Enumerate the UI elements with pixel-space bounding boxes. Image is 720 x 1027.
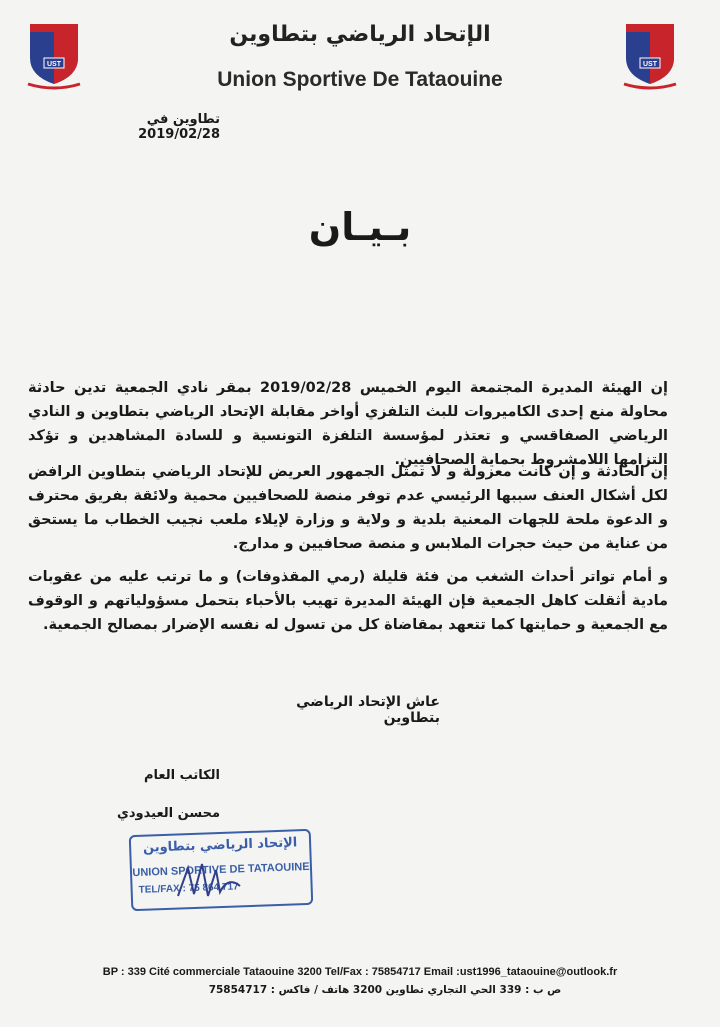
stamp-tel-text: TEL/FAX : 75 864 717: [138, 881, 239, 896]
badge-text: UST: [47, 61, 61, 68]
stamp-latin-text: UNION SPORTIVE DE TATAOUINE: [132, 860, 310, 880]
paragraph: و أمام تواتر أحداث الشغب من فئة قليلة (رمي المقذوفات) و ما ترتب عليه من عقوبات مادية أثقلت كاهل الجمعية فإن الهيئة المديرة تهيب بالأحباء بتحمل مسؤولياتهم و الوقوف مع الجمعية و حمايتها كما تتعهد بمقاضاة كل من تسول له نفسه الإضرار بمصالح الجمعية.: [28, 569, 668, 633]
footer-arabic: ص ب : 339 الحي التجاري تطاوين 3200 هاتف / فاكس : 75854717: [208, 984, 562, 996]
signatory-name: محسن العيدودي: [116, 806, 220, 821]
paragraph: إن الحادثة و إن كانت معزولة و لا تمثل الجمهور العريض للإتحاد الرياضي بتطاوين الرافض لكل أشكال العنف سببها الرئيسي عدم توفر منصة للصحافيين محمية ولائقة بفريق محترف و الدعوة ملحة للجهات المعنية بلدية و ولاية و وزارة لإيلاء ملعب نجيب الخطاب ما يستحق من عناية من حيث حجرات الملابس و منصة صحافيين و مدارج.: [28, 464, 668, 552]
document-title: بـيـان: [308, 205, 412, 249]
badge-text: UST: [643, 61, 657, 68]
handwritten-signature: [170, 846, 250, 906]
club-name-arabic: الإتحاد الرياضي بتطاوين: [229, 22, 491, 47]
paragraph: إن الهيئة المديرة المجتمعة اليوم الخميس 2019/02/28 بمقر نادي الجمعية تدين حادثة محاولة منع إحدى الكاميروات للبث التلفزي أواخر مقابلة الإتحاد الرياضي بتطاوين و النادي الرياضي الصفاقسي و تعتذر لمؤسسة التلفزة التونسية و للسادة المشاهدين و تؤكد التزامها اللامشروط بحماية الصحافيين.: [28, 380, 668, 468]
closing-line: عاش الإتحاد الرياضي بتطاوين: [296, 694, 440, 726]
footer-french: BP : 339 Cité commerciale Tataouine 3200 Tel/Fax : 75854717 Email :ust1996_tataouine@outlook.fr: [102, 966, 618, 978]
signatory-role: الكاتب العام: [143, 768, 220, 783]
stamp-arabic-text: الإتحاد الرياضي بتطاوين: [142, 835, 298, 856]
date-line: تطاوين في 2019/02/28: [138, 112, 220, 142]
club-name-latin: Union Sportive De Tataouine: [217, 68, 503, 91]
